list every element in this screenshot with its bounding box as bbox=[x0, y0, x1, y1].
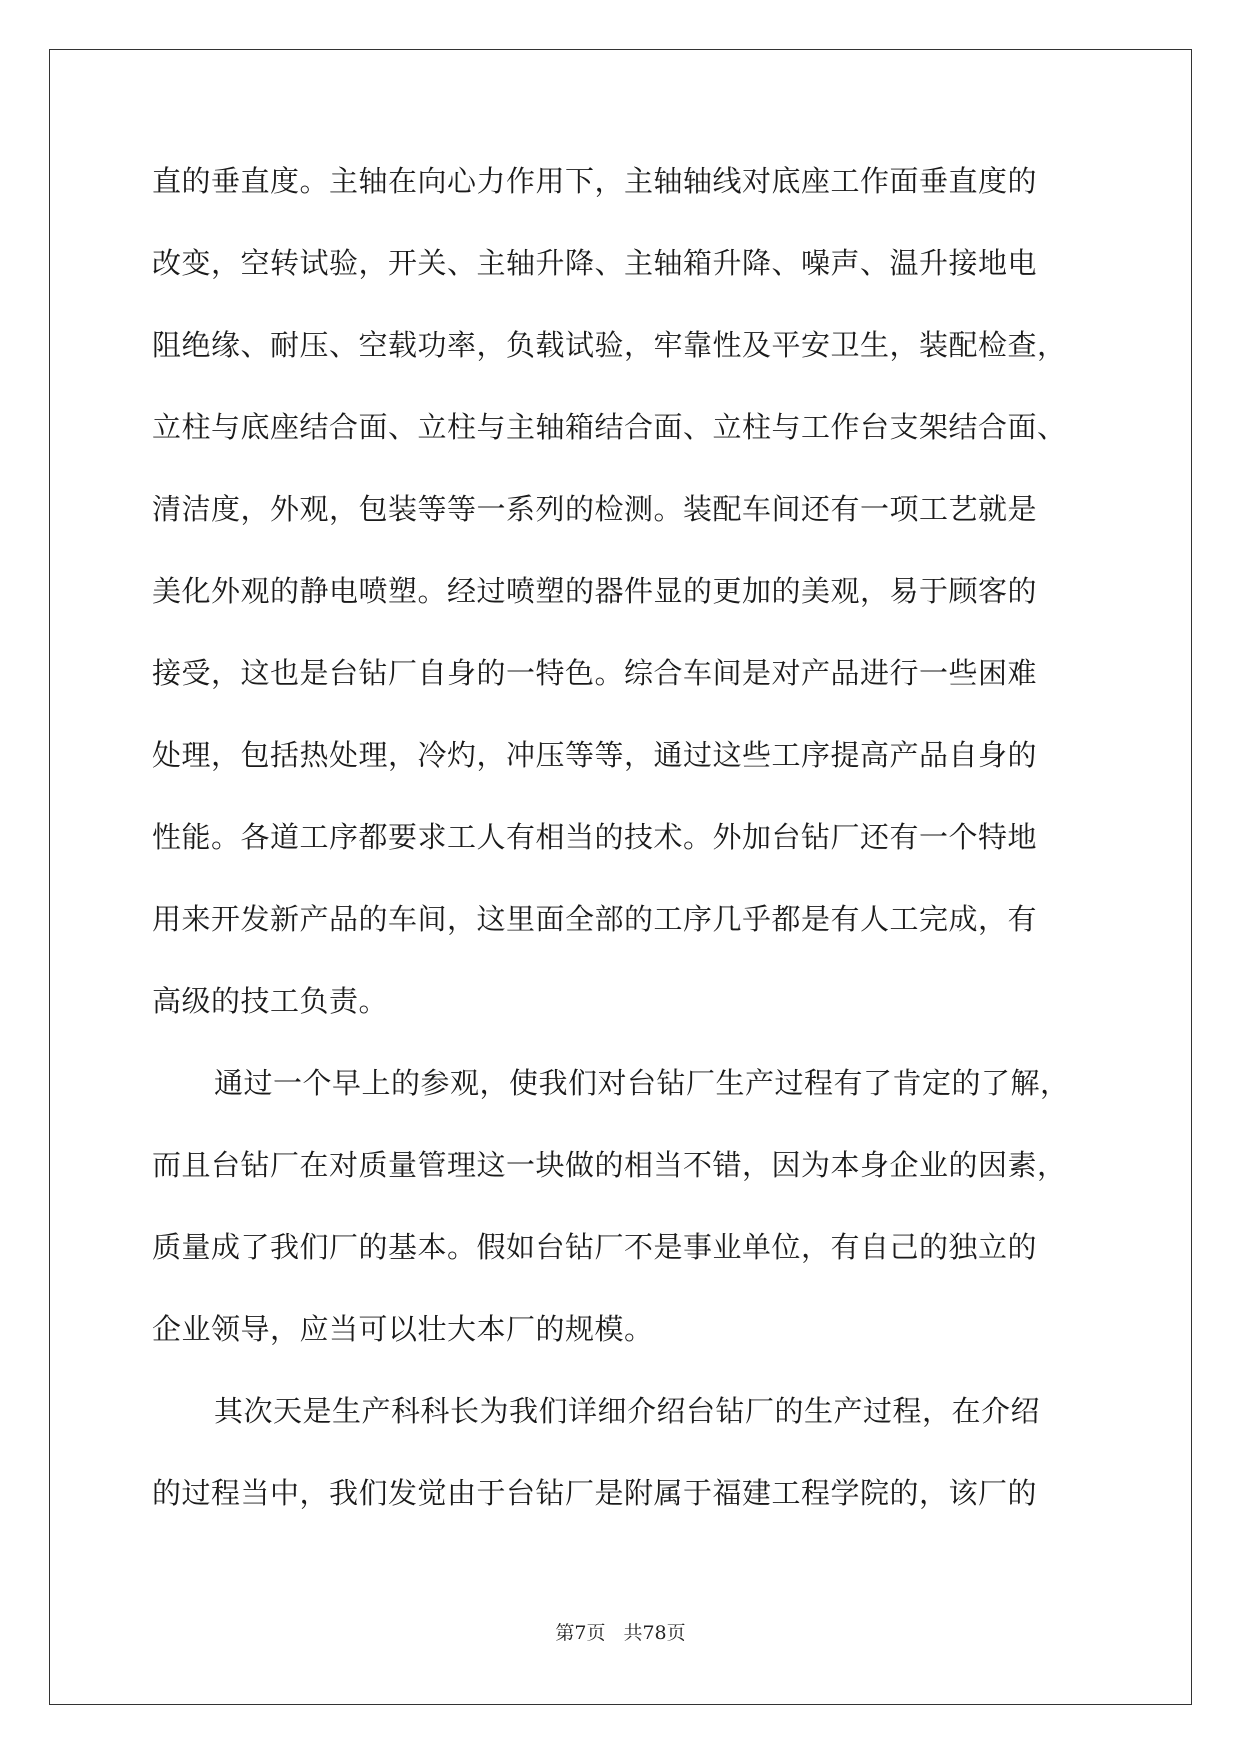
text-line: 直的垂直度。主轴在向心力作用下，主轴轴线对底座工作面垂直度的 bbox=[152, 164, 1038, 198]
text-line: 质量成了我们厂的基本。假如台钻厂不是事业单位，有自己的独立的 bbox=[152, 1230, 1038, 1264]
text-line: 企业领导，应当可以壮大本厂的规模。 bbox=[152, 1312, 654, 1346]
text-line: 处理，包括热处理，冷灼，冲压等等，通过这些工序提高产品自身的 bbox=[152, 738, 1038, 772]
text-line: 清洁度，外观，包装等等一系列的检测。装配车间还有一项工艺就是 bbox=[152, 492, 1038, 526]
document-body bbox=[152, 152, 1092, 1546]
text-line: 的过程当中，我们发觉由于台钻厂是附属于福建工程学院的，该厂的 bbox=[152, 1476, 1038, 1510]
paragraph-start-line: 通过一个早上的参观，使我们对台钻厂生产过程有了肯定的了解， bbox=[214, 1066, 1070, 1100]
text-line: 立柱与底座结合面、立柱与主轴箱结合面、立柱与工作台支架结合面、 bbox=[152, 410, 1067, 444]
text-line: 而且台钻厂在对质量管理这一块做的相当不错，因为本身企业的因素， bbox=[152, 1148, 1067, 1182]
text-line: 性能。各道工序都要求工人有相当的技术。外加台钻厂还有一个特地 bbox=[152, 820, 1038, 854]
page-number: 第7页 bbox=[555, 1622, 606, 1644]
page-footer bbox=[0, 1618, 1241, 1645]
text-line: 改变，空转试验，开关、主轴升降、主轴箱升降、噪声、温升接地电 bbox=[152, 246, 1038, 280]
page-total: 共78页 bbox=[623, 1622, 686, 1644]
paragraph-start-line: 其次天是生产科科长为我们详细介绍台钻厂的生产过程，在介绍 bbox=[214, 1394, 1041, 1428]
text-line: 用来开发新产品的车间，这里面全部的工序几乎都是有人工完成，有 bbox=[152, 902, 1038, 936]
text-line: 接受，这也是台钻厂自身的一特色。综合车间是对产品进行一些困难 bbox=[152, 656, 1038, 690]
text-line: 高级的技工负责。 bbox=[152, 984, 389, 1018]
text-line: 美化外观的静电喷塑。经过喷塑的器件显的更加的美观，易于顾客的 bbox=[152, 574, 1038, 608]
text-line: 阻绝缘、耐压、空载功率，负载试验，牢靠性及平安卫生，装配检查， bbox=[152, 328, 1067, 362]
